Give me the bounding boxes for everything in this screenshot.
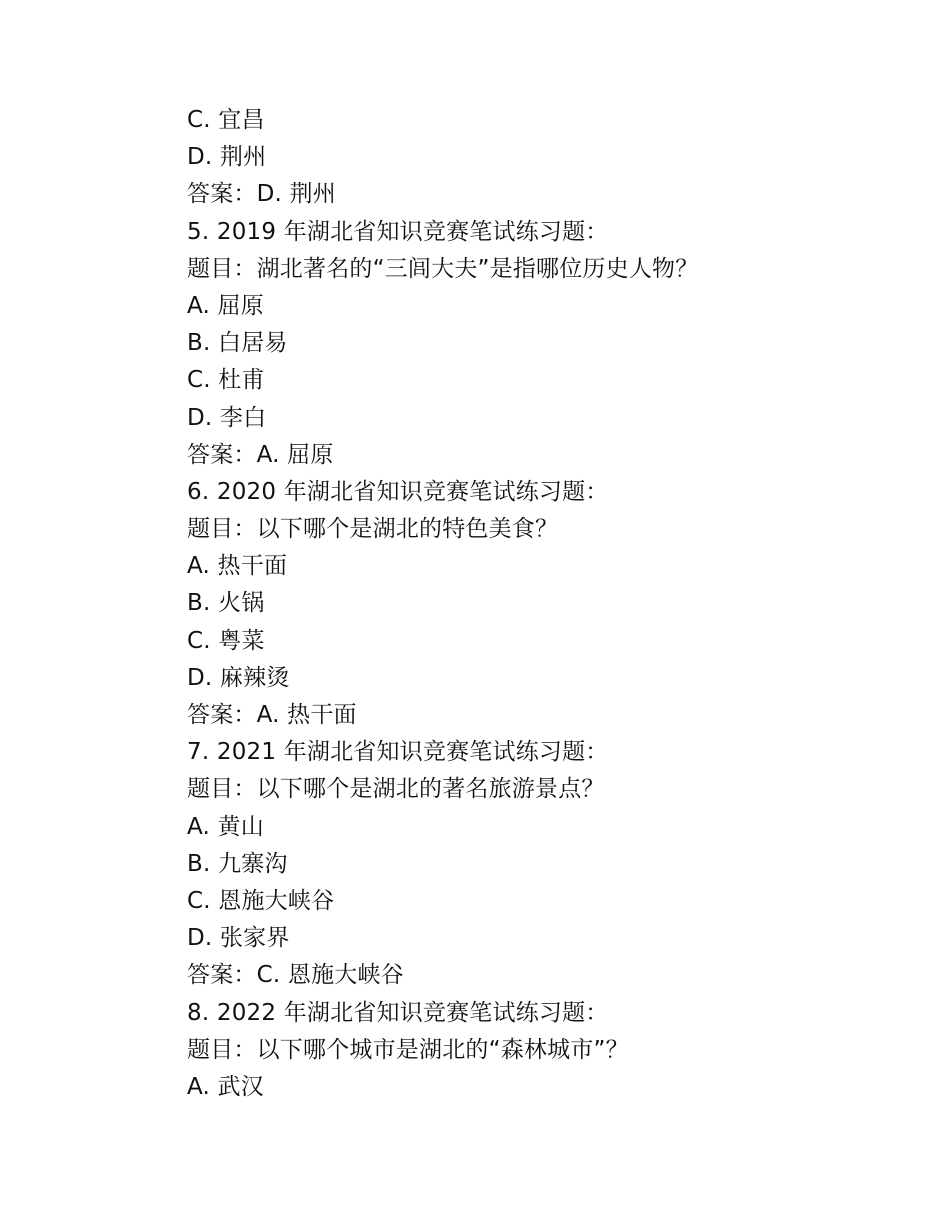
option-line: A. 屈原 xyxy=(187,292,264,319)
answer-line: 答案：C. 恩施大峡谷 xyxy=(187,962,404,989)
option-line: B. 火锅 xyxy=(187,590,265,617)
question-line: 题目：湖北著名的“三闾大夫”是指哪位历史人物？ xyxy=(187,255,699,282)
option-line: B. 白居易 xyxy=(187,330,288,357)
option-line: A. 黄山 xyxy=(187,813,264,840)
option-line: D. 李白 xyxy=(187,404,267,431)
option-line: D. 张家界 xyxy=(187,925,290,952)
option-line: C. 恩施大峡谷 xyxy=(187,887,335,914)
section-heading: 7. 2021 年湖北省知识竞赛笔试练习题： xyxy=(187,739,609,766)
question-line: 题目：以下哪个是湖北的特色美食？ xyxy=(187,516,559,543)
option-line: A. 武汉 xyxy=(187,1073,264,1100)
option-line: C. 粤菜 xyxy=(187,627,265,654)
section-heading: 6. 2020 年湖北省知识竞赛笔试练习题： xyxy=(187,478,609,505)
section-heading: 5. 2019 年湖北省知识竞赛笔试练习题： xyxy=(187,218,609,245)
question-line: 题目：以下哪个是湖北的著名旅游景点？ xyxy=(187,776,605,803)
option-line: C. 杜甫 xyxy=(187,367,265,394)
question-line: 题目：以下哪个城市是湖北的“森林城市”？ xyxy=(187,1036,629,1063)
option-line: C. 宜昌 xyxy=(187,107,265,133)
option-line: D. 荆州 xyxy=(187,144,267,171)
option-line: D. 麻辣烫 xyxy=(187,664,290,691)
answer-line: 答案：A. 屈原 xyxy=(187,441,334,468)
answer-line: 答案：A. 热干面 xyxy=(187,702,357,728)
option-line: A. 热干面 xyxy=(187,553,288,580)
section-heading: 8. 2022 年湖北省知识竞赛笔试练习题： xyxy=(187,999,609,1026)
document-body xyxy=(187,102,887,1106)
option-line: B. 九寨沟 xyxy=(187,850,288,877)
answer-line: 答案：D. 荆州 xyxy=(187,181,336,208)
